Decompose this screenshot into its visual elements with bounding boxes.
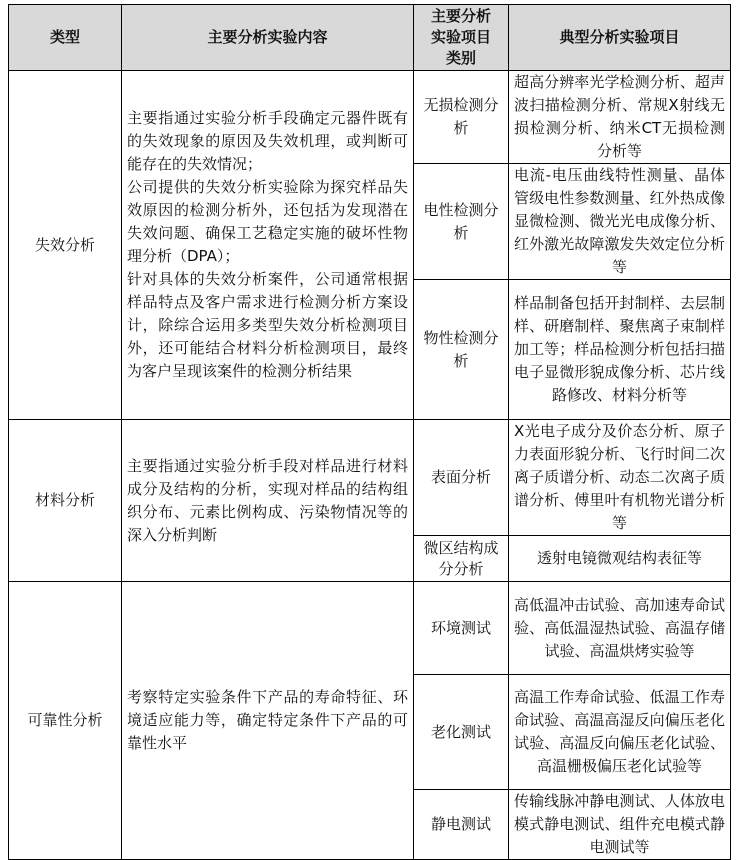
- category-cell: 老化测试: [414, 675, 509, 790]
- content-paragraph: 针对具体的失效分析案件，公司通常根据样品特点及客户需求进行检测分析方案设计，除综合运用多类型失效分析检测项目外，还可能结合材料分析检测项目，最终为客户呈现该案件的检测分析结果: [127, 270, 408, 380]
- content-cell: [122, 71, 414, 420]
- category-cell: 物性检测分析: [414, 280, 509, 420]
- header-type: 类型: [9, 5, 122, 71]
- analysis-table: [8, 4, 731, 860]
- items-cell: X光电子成分及价态分析、原子力表面形貌分析、飞行时间二次离子质谱分析、动态二次离子质谱分析、傅里叶有机物光谱分析等: [509, 420, 731, 536]
- header-category: 主要分析实验项目类别: [414, 5, 509, 71]
- category-cell: 微区结构成分分析: [414, 536, 509, 582]
- type-cell: 可靠性分析: [9, 582, 122, 860]
- items-cell: 超高分辨率光学检测分析、超声波扫描检测分析、常规X射线无损检测分析、纳米CT无损检测分析等: [509, 71, 731, 164]
- category-cell: 静电测试: [414, 790, 509, 860]
- items-cell: 高温工作寿命试验、低温工作寿命试验、高温高湿反向偏压老化试验、高温反向偏压老化试验、高温栅极偏压老化试验等: [509, 675, 731, 790]
- content-cell: [122, 582, 414, 860]
- header-content: 主要分析实验内容: [122, 5, 414, 71]
- table-row: [9, 420, 731, 536]
- content-paragraph: 考察特定实验条件下产品的寿命特征、环境适应能力等，确定特定条件下产品的可靠性水平: [127, 688, 408, 752]
- items-cell: 电流-电压曲线特性测量、晶体管级电性参数测量、红外热成像显微检测、微光光电成像分析、红外激光故障激发失效定位分析等: [509, 164, 731, 280]
- items-cell: 样品制备包括开封制样、去层制样、研磨制样、聚焦离子束制样加工等；样品检测分析包括扫描电子显微形貌成像分析、芯片线路修改、材料分析等: [509, 280, 731, 420]
- content-paragraph: 主要指通过实验分析手段对样品进行材料成分及结构的分析，实现对样品的结构组织分布、元素比例构成、污染物情况等的深入分析判断: [127, 456, 408, 544]
- category-cell: 电性检测分析: [414, 164, 509, 280]
- header-items: 典型分析实验项目: [509, 5, 731, 71]
- category-cell: 表面分析: [414, 420, 509, 536]
- header-row: [9, 5, 731, 71]
- content-paragraph: 公司提供的失效分析实验除为探究样品失效原因的检测分析外，还包括为发现潜在失效问题、确保工艺稳定实施的破坏性物理分析（DPA）；: [127, 178, 408, 265]
- items-cell: 透射电镜微观结构表征等: [509, 536, 731, 582]
- category-cell: 无损检测分析: [414, 71, 509, 164]
- type-cell: 材料分析: [9, 420, 122, 582]
- items-cell: 传输线脉冲静电测试、人体放电模式静电测试、组件充电模式静电测试等: [509, 790, 731, 860]
- content-paragraph: 主要指通过实验分析手段确定元器件既有的失效现象的原因及失效机理，或判断可能存在的失效情况；: [127, 109, 408, 173]
- table-row: [9, 582, 731, 675]
- items-cell: 高低温冲击试验、高加速寿命试验、高低温湿热试验、高温存储试验、高温烘烤实验等: [509, 582, 731, 675]
- content-cell: [122, 420, 414, 582]
- table-row: [9, 71, 731, 164]
- type-cell: 失效分析: [9, 71, 122, 420]
- category-cell: 环境测试: [414, 582, 509, 675]
